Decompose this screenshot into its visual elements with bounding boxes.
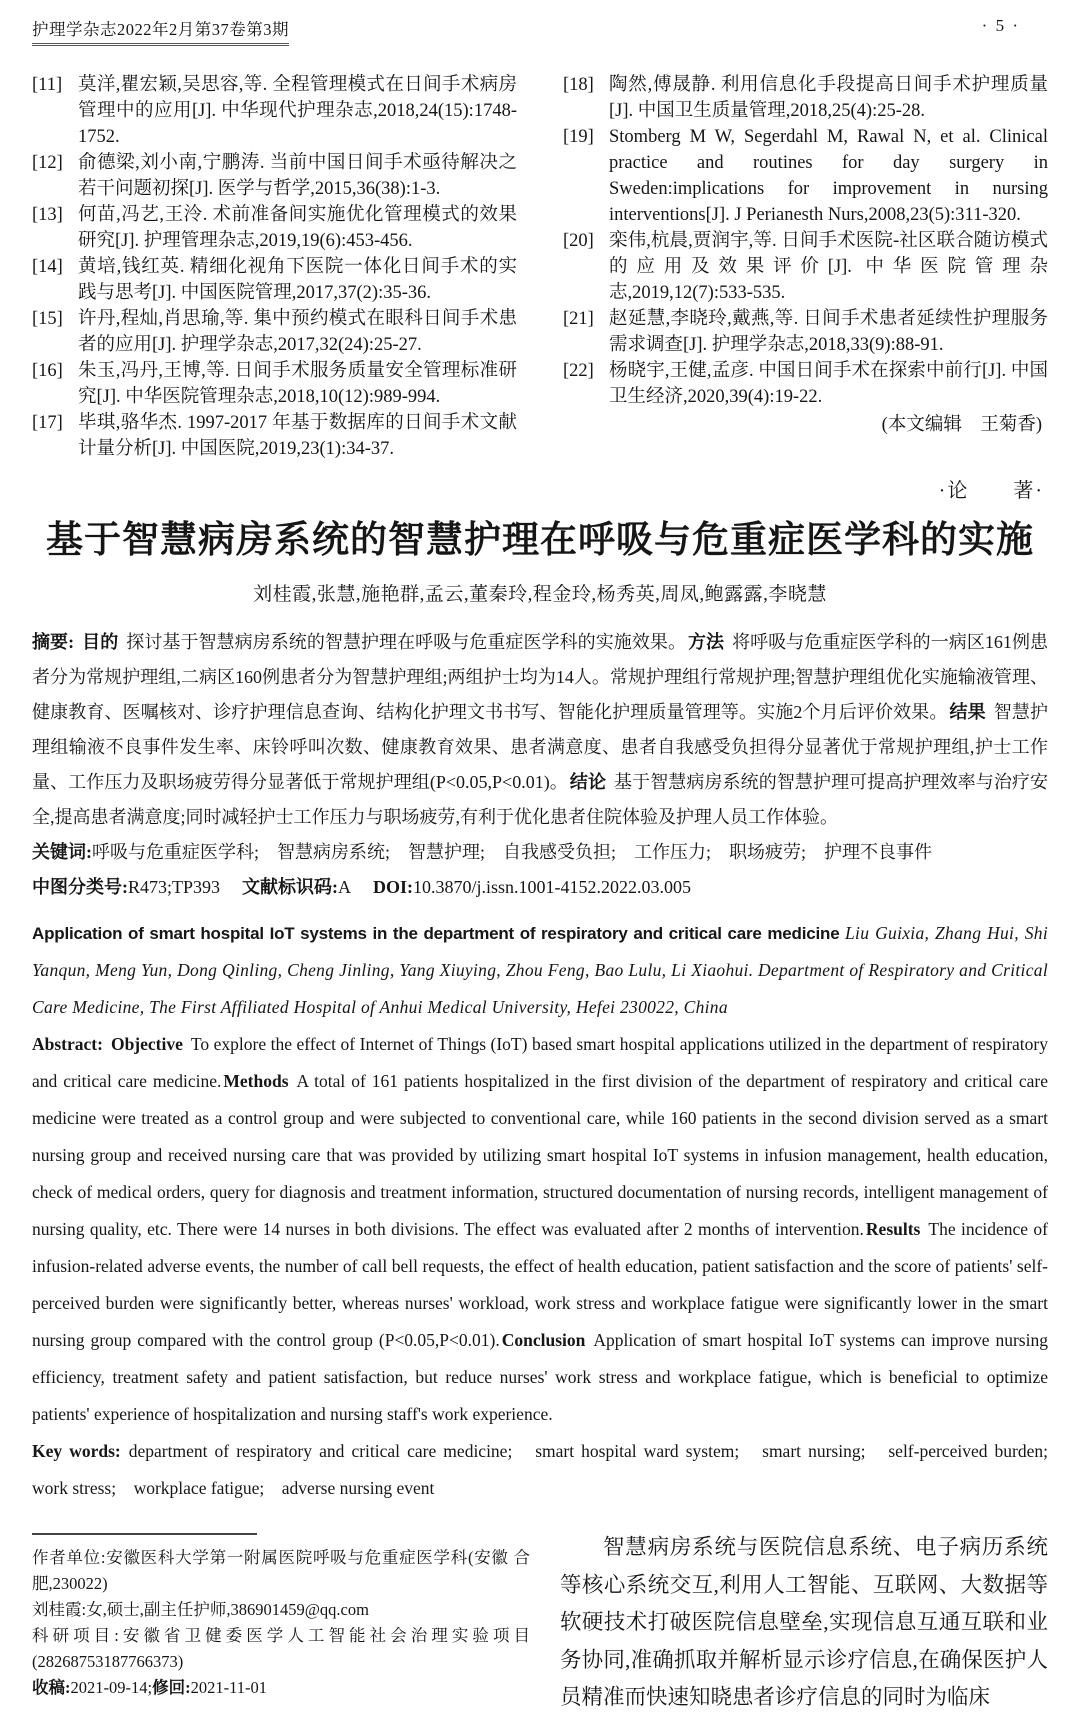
reference-item bbox=[563, 72, 1048, 124]
doi-value: 10.3870/j.issn.1001-4152.2022.03.005 bbox=[413, 877, 692, 897]
footnote-fund-text: 安徽省卫健委医学人工智能社会治理实验项目(28268753187766373) bbox=[32, 1626, 530, 1671]
section-mark: ·论 著· bbox=[938, 480, 1044, 502]
footnote-dates bbox=[32, 1675, 530, 1701]
results-en-label: Results bbox=[865, 1219, 921, 1239]
revised-label: 修回: bbox=[152, 1678, 191, 1697]
article-title-en: Application of smart hospital IoT systems in the department of respiratory and critical care medicine bbox=[32, 924, 840, 943]
methods-en-text: A total of 161 patients hospitalized in the first division of the department of respiratory and critical care medicine were treated as a control group and were subjected to conventional care, while 160 patients in the second division served as a smart nursing group and received nursing care that was provided by utilizing smart hospital IoT systems in infusion management, health education, check of medical orders, query for diagnosis and treatment information, structured documentation of nursing records, intelligent management of nursing quality, etc. There were 14 nurses in both divisions. The effect was evaluated after 2 months of intervention. bbox=[32, 1071, 1048, 1239]
reference-number: [16] bbox=[32, 361, 63, 381]
reference-number: [11] bbox=[32, 75, 63, 95]
reference-text: 杨晓宇,王健,孟彦. 中国日间手术在探索中前行[J]. 中国卫生经济,2020,39(4):19-22. bbox=[609, 361, 1048, 407]
reference-number: [17] bbox=[32, 413, 63, 433]
footnote-divider bbox=[32, 1533, 257, 1535]
clc-value: R473;TP393 bbox=[128, 877, 221, 897]
reference-text: 赵延慧,李晓玲,戴燕,等. 日间手术患者延续性护理服务需求调查[J]. 护理学杂志,2018,33(9):88-91. bbox=[609, 309, 1048, 355]
results-label: 结果 bbox=[949, 702, 986, 722]
reference-item bbox=[32, 358, 517, 410]
reference-item bbox=[563, 228, 1048, 306]
conclusion-label: 结论 bbox=[569, 772, 607, 792]
intro-paragraph: 智慧病房系统与医院信息系统、电子病历系统等核心系统交互,利用人工智能、互联网、大数据等软硬技术打破医院信息壁垒,实现信息互通互联和业务协同,准确抓取并解析显示诊疗信息,在确保医护人员精准而快速知晓患者诊疗信息的同时为临床 bbox=[560, 1535, 1048, 1709]
conclusion-en-text: Application of smart hospital IoT systems can improve nursing efficiency, treatment safety and patient satisfaction, but reduce nurses' work stress and workplace fatigue, which is beneficial to optimize patients' experience of hospitalization and nursing staff's work experience. bbox=[32, 1330, 1048, 1424]
keywords-en-label: Key words: bbox=[32, 1441, 121, 1461]
doc-code-value: A bbox=[338, 877, 352, 897]
keywords-text: 呼吸与危重症医学科; 智慧病房系统; 智慧护理; 自我感受负担; 工作压力; 职场疲劳; 护理不良事件 bbox=[92, 842, 933, 862]
english-block bbox=[32, 915, 1066, 1507]
clc-line bbox=[32, 870, 1048, 905]
reference-item bbox=[32, 72, 517, 150]
footnote-block bbox=[32, 1529, 530, 1717]
reference-column-right bbox=[563, 72, 1048, 462]
reference-text: 莫洋,瞿宏颖,吴思容,等. 全程管理模式在日间手术病房管理中的应用[J]. 中华现代护理杂志,2018,24(15):1748-1752. bbox=[78, 75, 517, 147]
reference-text: Stomberg M W, Segerdahl M, Rawal N, et al. Clinical practice and routines for day surgery in Sweden:implications for improvement in nursing interventions[J]. J Perianesth Nurs,2008,23(5):311-320. bbox=[609, 127, 1048, 225]
footnote-fund-label: 科研项目: bbox=[32, 1626, 119, 1645]
conclusion-en-label: Conclusion bbox=[501, 1330, 586, 1350]
reference-number: [15] bbox=[32, 309, 63, 329]
main-text-column bbox=[560, 1529, 1048, 1717]
keywords-en bbox=[32, 1433, 1066, 1507]
authors-cn: 刘桂霞,张慧,施艳群,孟云,董秦玲,程金玲,杨秀英,周凤,鲍露露,李晓慧 bbox=[253, 584, 827, 605]
reference-list bbox=[32, 72, 1048, 462]
affiliation-en: Department of Respiratory and Critical Care Medicine, The First Affiliated Hospital of Anhui Medical University, Hefei 230022, China bbox=[32, 960, 1049, 1017]
page-number: · 5 · bbox=[981, 16, 1020, 35]
clc-label: 中图分类号: bbox=[32, 877, 128, 897]
reference-number: [21] bbox=[563, 309, 594, 329]
reference-item bbox=[32, 254, 517, 306]
methods-label: 方法 bbox=[688, 632, 725, 652]
reference-text: 朱玉,冯丹,王博,等. 日间手术服务质量安全管理标准研究[J]. 中华医院管理杂志,2018,10(12):989-994. bbox=[78, 361, 517, 407]
footnote-affil-label: 作者单位: bbox=[32, 1548, 106, 1567]
reference-text: 栾伟,杭晨,贾润宇,等. 日间手术医院-社区联合随访模式的应用及效果评价[J]. 中华医院管理杂志,2019,12(7):533-535. bbox=[609, 231, 1048, 303]
revised-date: 2021-11-01 bbox=[190, 1678, 267, 1697]
article-title-cn: 基于智慧病房系统的智慧护理在呼吸与危重症医学科的实施 bbox=[46, 520, 1034, 561]
abstract-label: 摘要: bbox=[32, 632, 75, 652]
journal-title: 护理学杂志2022年2月第37卷第3期 bbox=[32, 16, 289, 46]
footnote-fund bbox=[32, 1623, 530, 1675]
reference-item bbox=[563, 306, 1048, 358]
reference-number: [14] bbox=[32, 257, 63, 277]
reference-text: 陶然,傅晟静. 利用信息化手段提高日间手术护理质量[J]. 中国卫生质量管理,2018,25(4):25-28. bbox=[609, 75, 1048, 121]
reference-number: [20] bbox=[563, 231, 594, 251]
methods-text: 将呼吸与危重症医学科的一病区161例患者分为常规护理组,二病区160例患者分为智慧护理组;两组护士均为14人。常规护理组行常规护理;智慧护理组优化实施输液管理、健康教育、医嘱核对、诊疗护理信息查询、结构化护理文书书写、智能化护理质量管理等。实施2个月后评价效果。 bbox=[32, 632, 1049, 722]
results-text: 智慧护理组输液不良事件发生率、床铃呼叫次数、健康教育效果、患者满意度、患者自我感受负担得分显著优于常规护理组,护士工作量、工作压力及职场疲劳得分显著低于常规护理组(P<0.05,P<0.01)。 bbox=[32, 702, 1049, 792]
keywords-cn bbox=[32, 835, 1048, 870]
reference-text: 毕琪,骆华杰. 1997-2017 年基于数据库的日间手术文献计量分析[J]. 中国医院,2019,23(1):34-37. bbox=[78, 413, 517, 459]
reference-item bbox=[563, 358, 1048, 410]
reference-text: 俞德梁,刘小南,宁鹏涛. 当前中国日间手术亟待解决之若干问题初探[J]. 医学与哲学,2015,36(38):1-3. bbox=[78, 153, 517, 199]
page-header bbox=[32, 16, 1048, 50]
footnote-affiliation bbox=[32, 1545, 530, 1597]
reference-text: 何苗,冯艺,王泠. 术前准备间实施优化管理模式的效果研究[J]. 护理管理杂志,2019,19(6):453-456. bbox=[78, 205, 517, 251]
footnote-author: 刘桂霞:女,硕士,副主任护师,386901459@qq.com bbox=[32, 1600, 369, 1619]
reference-number: [22] bbox=[563, 361, 594, 381]
objective-en-text: To explore the effect of Internet of Things (IoT) based smart hospital applications utilized in the department of respiratory and critical care medicine. bbox=[32, 1034, 1048, 1091]
keywords-label: 关键词: bbox=[32, 842, 92, 862]
reference-text: 黄培,钱红英. 精细化视角下医院一体化日间手术的实践与思考[J]. 中国医院管理,2017,37(2):35-36. bbox=[78, 257, 517, 303]
reference-text: 许丹,程灿,肖思瑜,等. 集中预约模式在眼科日间手术患者的应用[J]. 护理学杂志,2017,32(24):25-27. bbox=[78, 309, 517, 355]
bottom-row bbox=[32, 1529, 1048, 1717]
authors-en: Liu Guixia, Zhang Hui, Shi Yanqun, Meng Yun, Dong Qinling, Cheng Jinling, Yang Xiuying, Zhou Feng, Bao Lulu, Li Xiaohui. bbox=[32, 923, 1048, 980]
methods-en-label: Methods bbox=[223, 1071, 289, 1091]
reference-item bbox=[32, 410, 517, 462]
received-label: 收稿: bbox=[32, 1678, 71, 1697]
objective-label: 目的 bbox=[82, 632, 119, 652]
reference-item bbox=[32, 306, 517, 358]
reference-number: [12] bbox=[32, 153, 63, 173]
abstract-cn bbox=[32, 625, 1048, 835]
keywords-en-text: department of respiratory and critical care medicine; smart hospital ward system; smart nursing; self-perceived burden; work stress; workplace fatigue; adverse nursing event bbox=[32, 1441, 1066, 1498]
conclusion-text: 基于智慧病房系统的智慧护理可提高护理效率与治疗安全,提高患者满意度;同时减轻护士工作压力与职场疲劳,有利于优化患者住院体验及护理人员工作体验。 bbox=[32, 772, 1049, 827]
abstract-en bbox=[32, 1026, 1048, 1433]
english-title-line bbox=[32, 915, 1048, 1026]
reference-number: [19] bbox=[563, 127, 594, 147]
footnote-affil-text: 安徽医科大学第一附属医院呼吸与危重症医学科(安徽 合肥,230022) bbox=[32, 1548, 530, 1593]
doc-code-label: 文献标识码: bbox=[242, 877, 339, 897]
reference-item bbox=[563, 124, 1048, 228]
received-date: 2021-09-14; bbox=[70, 1678, 153, 1697]
abstract-en-label: Abstract: bbox=[32, 1034, 103, 1054]
results-en-text: The incidence of infusion-related adverse events, the number of call bell requests, the effect of health education, patient satisfaction and the score of patients' self-perceived burden were significantly better, whereas nurses' workload, work stress and workplace fatigue were significantly lower in the smart nursing group compared with the control group (P<0.05,P<0.01). bbox=[32, 1219, 1049, 1350]
reference-item bbox=[32, 202, 517, 254]
reference-item bbox=[32, 150, 517, 202]
doi-label: DOI: bbox=[373, 877, 414, 897]
editor-note: (本文编辑 王菊香) bbox=[881, 415, 1042, 435]
reference-number: [13] bbox=[32, 205, 63, 225]
objective-text: 探讨基于智慧病房系统的智慧护理在呼吸与危重症医学科的实施效果。 bbox=[126, 632, 686, 652]
objective-en-label: Objective bbox=[110, 1034, 183, 1054]
reference-number: [18] bbox=[563, 75, 594, 95]
reference-column-left bbox=[32, 72, 517, 462]
